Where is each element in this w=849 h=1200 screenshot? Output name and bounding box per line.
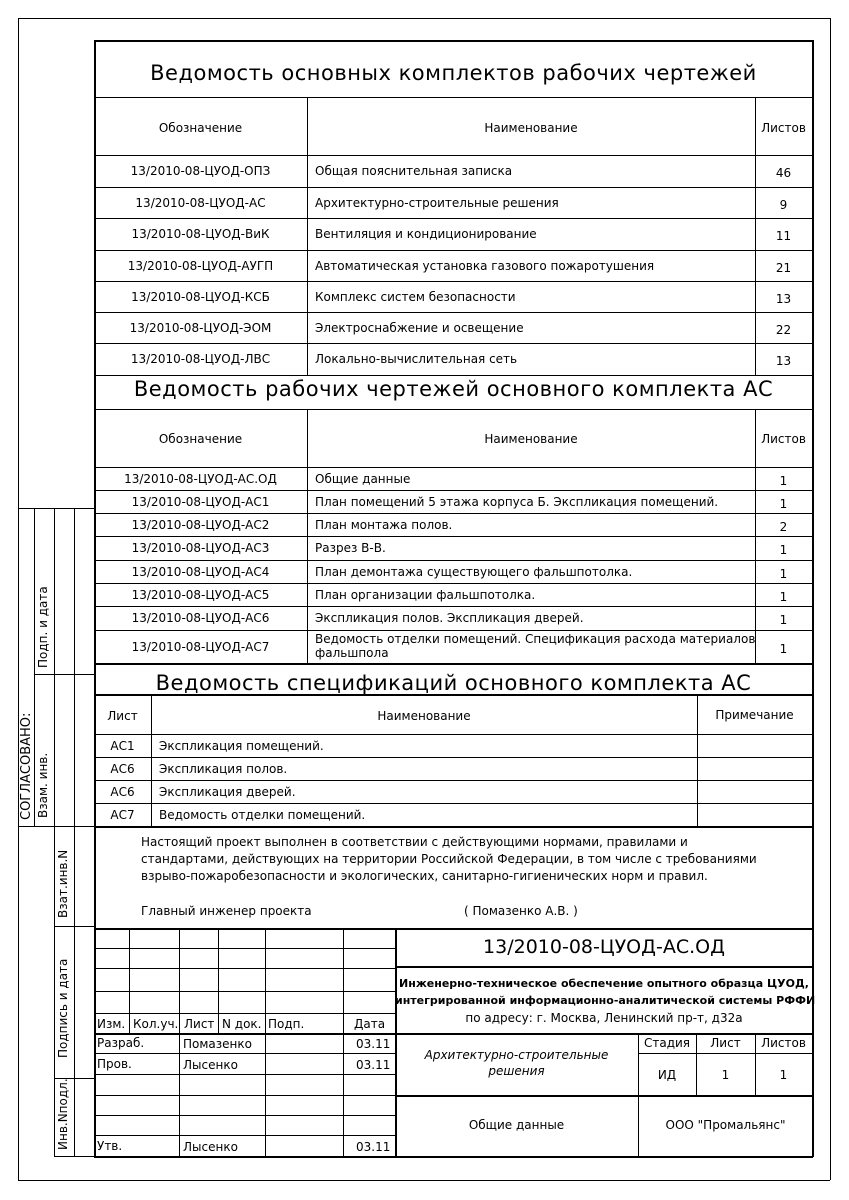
stamp-sheet: 1	[721, 1068, 730, 1082]
stamp-h2	[94, 968, 395, 969]
stamp-r1-role: Разраб.	[97, 1036, 145, 1050]
agreed-label: СОГЛАСОВАНО:	[19, 712, 34, 820]
s2-row-line	[94, 560, 813, 561]
side-strip-top	[18, 508, 94, 509]
s2-row-code: 13/2010-08-ЦУОД-АС1	[131, 495, 270, 509]
s2-row-name-cont: фальшпола	[315, 646, 389, 660]
s1-row-sheets: 13	[775, 354, 792, 368]
s1-row-sheets: 46	[775, 166, 792, 180]
s1-row-sheets: 11	[775, 229, 792, 243]
s3-row-line	[94, 757, 813, 758]
s1-row-code: 13/2010-08-ЦУОД-ЛВС	[130, 352, 271, 366]
s3-row-name: Экспликация помещений.	[159, 739, 324, 753]
note-top	[94, 826, 813, 828]
s2-row-line	[94, 513, 813, 514]
s1-row-line	[94, 343, 813, 344]
stamp-section-name1: Архитектурно-строительные	[424, 1048, 609, 1062]
inv-swap-label: Взам. инв.	[36, 752, 50, 818]
stamp-h1	[94, 948, 395, 949]
s2-row-sheets: 2	[779, 520, 788, 534]
s1-row-sheets: 22	[775, 323, 792, 337]
sign-date2-label: Подпись и дата	[56, 958, 70, 1058]
s3-row-sheet: АС7	[110, 808, 135, 822]
s2-row-sheets: 1	[779, 590, 788, 604]
s1-row-code: 13/2010-08-ЦУОД-АС	[135, 196, 266, 210]
side-strip-bottom	[54, 1156, 94, 1157]
s2-row-code: 13/2010-08-ЦУОД-АС.ОД	[124, 472, 277, 486]
stamp-h7	[94, 1074, 395, 1075]
stamp-h5	[94, 1033, 813, 1035]
section1-title: Ведомость основных комплектов рабочих чертежей	[150, 61, 757, 85]
s1-row-name: Архитектурно-строительные решения	[315, 196, 559, 210]
s2-row-sheets: 1	[779, 613, 788, 627]
s1-header-name: Наименование	[484, 121, 578, 135]
s2-row-name: Ведомость отделки помещений. Спецификация расхода материалов	[315, 632, 756, 646]
s3-row-sheet: АС6	[110, 785, 135, 799]
stamp-sheet-title: Общие данные	[468, 1118, 565, 1132]
stamp-v2	[179, 928, 180, 1156]
s2-header-sheets: Листов	[761, 432, 806, 446]
stamp-h6	[94, 1053, 395, 1054]
s2-row-code: 13/2010-08-ЦУОД-АС2	[131, 518, 270, 532]
s3-row-name: Экспликация полов.	[159, 762, 288, 776]
s3-header-note: Примечание	[715, 708, 794, 722]
frame-right	[830, 18, 831, 1180]
s2-row-line	[94, 536, 813, 537]
stamp-sheets: 1	[779, 1068, 788, 1082]
s2-header-top	[94, 409, 813, 410]
side-strip-inner	[74, 508, 75, 1156]
stamp-r1-name: Помазенко	[183, 1037, 252, 1051]
s1-row-sheets: 13	[775, 292, 792, 306]
stamp-rh1	[638, 1053, 813, 1054]
s1-row-code: 13/2010-08-ЦУОД-АУГП	[127, 259, 274, 273]
s1-row-code: 13/2010-08-ЦУОД-КСБ	[131, 290, 270, 304]
side-strip-div3	[54, 926, 94, 927]
s2-row-name: Экспликация полов. Экспликация дверей.	[315, 611, 584, 625]
s1-row-name: Общая пояснительная записка	[315, 164, 513, 178]
s3-row-name: Экспликация дверей.	[159, 785, 296, 799]
s2-header-code: Обозначение	[158, 432, 243, 446]
s2-row-sheets: 1	[779, 567, 788, 581]
stamp-code-bottom	[395, 966, 813, 968]
stamp-r3-date: 03.11	[356, 1140, 391, 1154]
main-bottom	[94, 1156, 813, 1158]
stamp-sheets-label: Листов	[761, 1036, 806, 1050]
s2-row-code: 13/2010-08-ЦУОД-АС4	[131, 565, 270, 579]
stamp-h9	[94, 1115, 395, 1116]
s2-row-code: 13/2010-08-ЦУОД-АС5	[131, 588, 270, 602]
stamp-v5	[343, 928, 344, 1156]
s2-row-line	[94, 583, 813, 584]
side-strip-outer	[34, 508, 35, 826]
stamp-col-podp: Подп.	[268, 1017, 305, 1031]
stamp-r3-role: Утв.	[97, 1139, 123, 1153]
inv-swap2-label: Взат.инв.N	[56, 849, 70, 918]
stamp-v3	[218, 928, 219, 1034]
stamp-project-line2: интегрированной информационно-аналитической системы РФФИ	[395, 994, 816, 1007]
s3-row-sheet: АС1	[110, 739, 135, 753]
sign-date-label: Подп. и дата	[36, 586, 50, 668]
stamp-h10	[94, 1135, 395, 1136]
s2-row-name: План организации фальшпотолка.	[315, 588, 536, 602]
s3-header-bottom	[94, 734, 813, 735]
s2-header-bottom	[94, 467, 813, 468]
s1-row-line	[94, 281, 813, 282]
side-strip-div1	[34, 674, 94, 675]
s3-row-line	[94, 803, 813, 804]
s2-row-sheets: 1	[779, 642, 788, 656]
stamp-col-ndok: N док.	[222, 1017, 262, 1031]
s1-row-line	[94, 187, 813, 188]
chief-engineer-label: Главный инженер проекта	[141, 904, 312, 918]
stamp-r3-name: Лысенко	[183, 1140, 238, 1154]
stamp-r1-date: 03.11	[356, 1037, 391, 1051]
s2-row-sheets: 1	[779, 474, 788, 488]
note-line1: Настоящий проект выполнен в соответствии с действующими нормами, правилами и	[141, 835, 688, 849]
stamp-section-name2: решения	[488, 1064, 545, 1078]
s3-row-sheet: АС6	[110, 762, 135, 776]
s2-row-line	[94, 630, 813, 631]
s2-header-name: Наименование	[484, 432, 578, 446]
stamp-top	[94, 928, 813, 930]
stamp-col-izm: Изм.	[97, 1017, 126, 1031]
s1-row-name: Автоматическая установка газового пожаротушения	[315, 259, 655, 273]
s3-row-name: Ведомость отделки помещений.	[159, 808, 366, 822]
s3-header-name: Наименование	[377, 709, 471, 723]
side-strip-mid	[54, 508, 55, 1156]
s2-row-code: 13/2010-08-ЦУОД-АС7	[131, 640, 270, 654]
stamp-sheet-label: Лист	[710, 1036, 741, 1050]
s2-row-line	[94, 490, 813, 491]
s2-row-sheets: 1	[779, 497, 788, 511]
stamp-code: 13/2010-08-ЦУОД-АС.ОД	[483, 936, 725, 958]
s1-row-code: 13/2010-08-ЦУОД-ЭОМ	[129, 321, 272, 335]
side-strip-div2	[18, 826, 94, 827]
stamp-h4	[94, 1013, 395, 1014]
stamp-col-list: Лист	[184, 1017, 215, 1031]
stamp-r2-name: Лысенко	[183, 1058, 238, 1072]
s1-row-sheets: 21	[775, 261, 792, 275]
stamp-r2-role: Пров.	[97, 1057, 132, 1071]
s2-row-name: План помещений 5 этажа корпуса Б. Экспликация помещений.	[315, 495, 719, 509]
stamp-col-data: Дата	[354, 1017, 386, 1031]
stamp-rh2	[395, 1095, 813, 1097]
s3-title-top	[94, 663, 813, 665]
s2-row-name: План демонтажа существующего фальшпотолка.	[315, 565, 633, 579]
s1-header-bottom	[94, 155, 813, 156]
s1-row-line	[94, 250, 813, 251]
s1-row-code: 13/2010-08-ЦУОД-ОПЗ	[130, 164, 271, 178]
stamp-project-line1: Инженерно-техническое обеспечение опытного образца ЦУОД,	[399, 977, 809, 990]
section2-title: Ведомость рабочих чертежей основного комплекта АС	[133, 377, 774, 401]
s1-row-name: Комплекс систем безопасности	[315, 290, 516, 304]
s1-row-line	[94, 218, 813, 219]
s2-row-name: План монтажа полов.	[315, 518, 453, 532]
s1-row-name: Вентиляция и кондиционирование	[315, 227, 537, 241]
stamp-v4	[265, 928, 266, 1156]
stamp-project-line3: по адресу: г. Москва, Ленинский пр-т, д32а	[465, 1011, 743, 1025]
stamp-v1	[129, 928, 130, 1034]
note-line2: стандартами, действующих на территории Российской Федерации, в том числе с требованиями	[141, 852, 757, 866]
stamp-h3	[94, 991, 395, 992]
s1-row-line	[94, 312, 813, 313]
stamp-stage-label: Стадия	[643, 1036, 691, 1050]
inv-orig-label: Инв.Nподл.	[56, 1078, 70, 1150]
s2-row-code: 13/2010-08-ЦУОД-АС6	[131, 611, 270, 625]
s2-row-line	[94, 606, 813, 607]
s3-header-sheet: Лист	[107, 709, 138, 723]
stamp-stage: ИД	[657, 1068, 677, 1082]
stamp-company: ООО "Промальянс"	[665, 1118, 786, 1132]
frame-left	[18, 18, 19, 1180]
s1-header-code: Обозначение	[158, 121, 243, 135]
s1-header-top	[94, 97, 813, 98]
s2-row-sheets: 1	[779, 543, 788, 557]
s1-row-code: 13/2010-08-ЦУОД-ВиК	[131, 227, 270, 241]
s2-row-name: Разрез В-В.	[315, 541, 386, 555]
s1-header-sheets: Листов	[761, 121, 806, 135]
stamp-r2-date: 03.11	[356, 1058, 391, 1072]
s2-row-code: 13/2010-08-ЦУОД-АС3	[131, 541, 270, 555]
s3-row-line	[94, 780, 813, 781]
chief-engineer-name: ( Помазенко А.В. )	[464, 904, 578, 918]
s2-row-name: Общие данные	[315, 472, 411, 486]
s1-row-name: Локально-вычислительная сеть	[315, 352, 518, 366]
frame-top	[18, 18, 830, 19]
note-line3: взрыво-пожаробезопасности и экологических, санитарно-гигиенических норм и правил.	[141, 869, 708, 883]
section3-title: Ведомость спецификаций основного комплекта АС	[155, 671, 752, 695]
s1-row-name: Электроснабжение и освещение	[315, 321, 524, 335]
stamp-col-kol: Кол.уч.	[133, 1017, 179, 1031]
stamp-h8	[94, 1095, 395, 1096]
s1-row-sheets: 9	[779, 198, 788, 212]
frame-bottom	[18, 1180, 830, 1181]
s3-header-top	[94, 694, 813, 696]
main-top	[94, 40, 813, 42]
s1-col1	[307, 97, 308, 375]
